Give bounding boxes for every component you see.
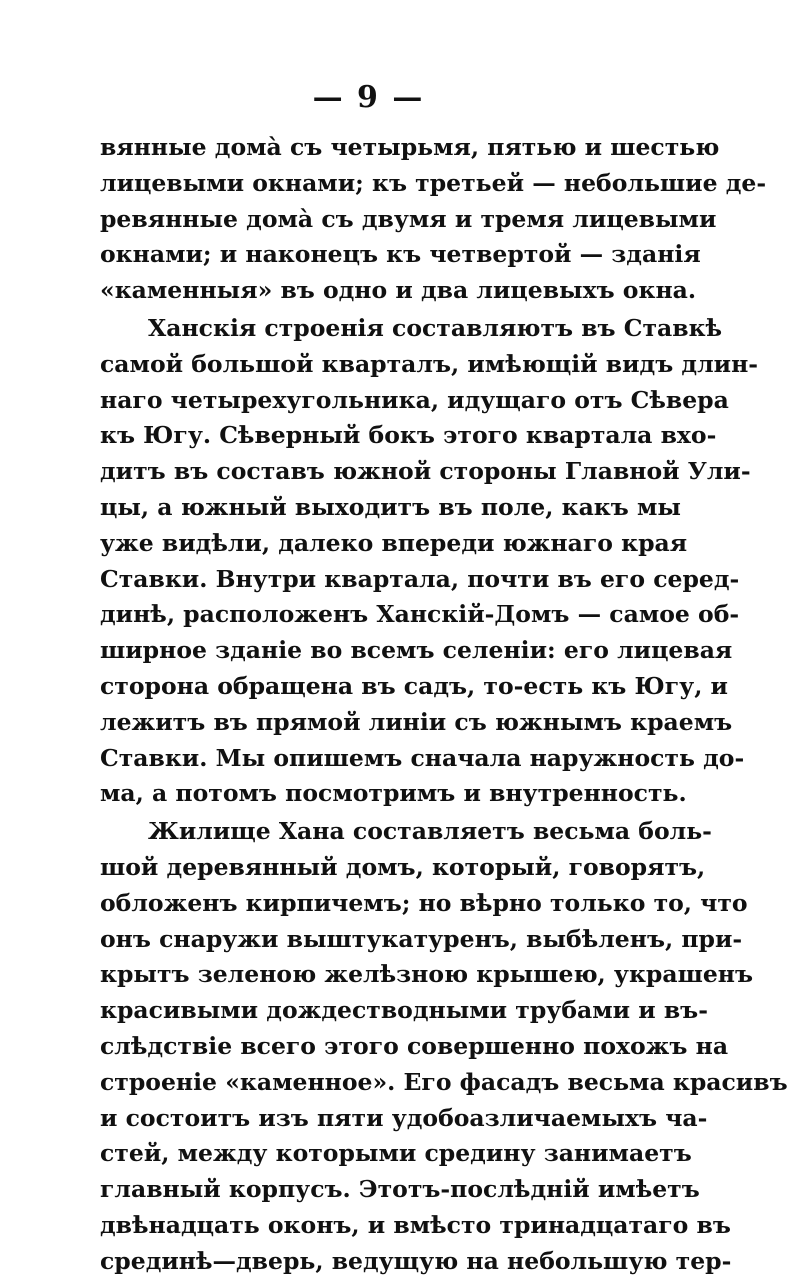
text-line: обложенъ кирпичемъ; но вѣрно только то, что [100,888,748,917]
text-line: вянные домà съ четырьмя, пятью и шестью [100,133,720,161]
text-line: шой деревянный домъ, который, говорятъ, [100,852,706,881]
text-line: и состоитъ изъ пяти удобоазличаемыхъ ча- [100,1103,708,1132]
text-line: наго четырехугольника, идущаго отъ Сѣвера [100,385,729,414]
text-line: лицевыми окнами; къ третьей — небольшие де- [100,168,767,197]
body-text [100,130,788,1280]
text-line: красивыми дождестводными трубами и въ- [100,996,708,1025]
text-line: главный корпусъ. Этотъ-послѣдній имѣетъ [100,1175,700,1204]
text-line: уже видѣли, далеко впереди южнаго края [100,528,688,557]
text-line: «каменныя» въ одно и два лицевыхъ окна. [100,276,697,305]
text-line: срединѣ—дверь, ведущую на небольшую тер- [100,1246,732,1275]
text-line: динѣ, расположенъ Ханскій-Домъ — самое об- [100,600,740,629]
text-line: Ставки. Мы опишемъ сначала наружность до- [100,743,745,772]
text-line: самой большой кварталъ, имѣющій видъ длин- [100,349,759,378]
text-line: къ Югу. Сѣверный бокъ этого квартала вхо- [100,421,717,450]
text-line: двѣнадцать оконъ, и вмѣсто тринадцатаго въ [100,1210,731,1239]
text-line: крытъ зеленою желѣзною крышею, украшенъ [100,960,754,989]
text-line: строеніе «каменное». Его фасадъ весьма красивъ [100,1067,788,1096]
text-line: дитъ въ составъ южной стороны Главной Ули- [100,457,751,486]
text-line: ширное зданіе во всемъ селеніи: его лицевая [100,636,733,665]
text-line: окнами; и наконецъ къ четвертой — зданія [100,240,701,269]
paragraph-start-line: Жилище Хана составляетъ весьма боль- [148,817,712,846]
text-line: лежитъ въ прямой линіи съ южнымъ краемъ [100,707,733,736]
page-number: — 9 — [312,80,425,115]
paragraph-start-line: Ханскія строенія составляютъ въ Ставкѣ [148,313,723,342]
text-line: слѣдствіе всего этого совершенно похожъ на [100,1031,729,1060]
text-line: Ставки. Внутри квартала, почти въ его серед- [100,564,740,593]
text-line: ма, а потомъ посмотримъ и внутренность. [100,779,687,808]
text-line: ревянные домà съ двумя и тремя лицевыми [100,204,717,233]
text-line: стей, между которыми средину занимаетъ [100,1139,692,1168]
text-line: цы, а южный выходитъ въ поле, какъ мы [100,492,681,521]
text-line: онъ снаружи выштукатуренъ, выбѣленъ, при- [100,924,743,953]
text-line: сторона обращена въ садъ, то-есть къ Югу, и [100,671,728,700]
